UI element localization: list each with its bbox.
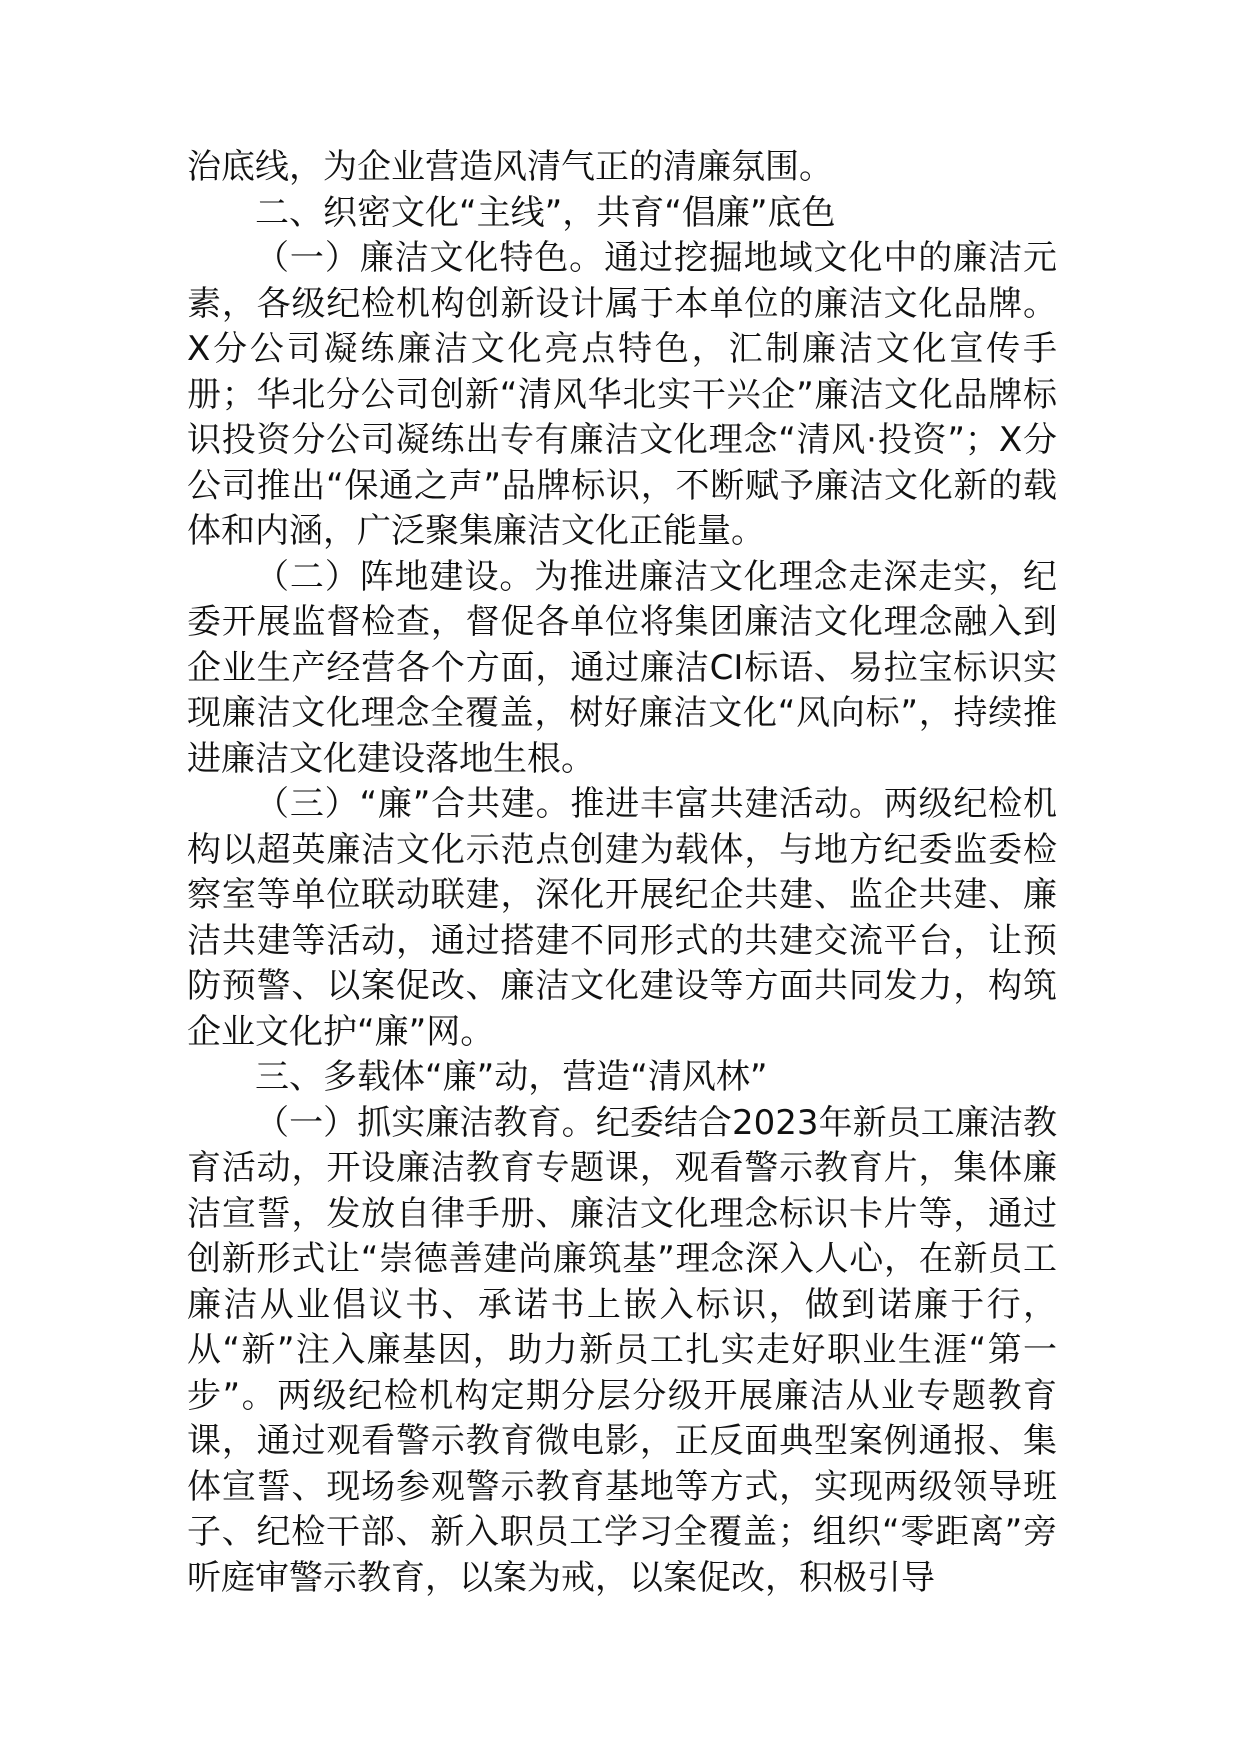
section-heading-3: 三、多载体“廉”动，营造“清风林” <box>255 1057 768 1097</box>
section-heading-2: 二、织密文化“主线”，共育“倡廉”底色 <box>255 192 836 233</box>
paragraph-integrity-education: （一）抓实廉洁教育。纪委结合2023年新员工廉洁教育活动，开设廉洁教育专题课，观看警示教育片，集体廉洁宣誓，发放自律手册、廉洁文化理念标识卡片等，通过创新形式让“崇德善建尚廉筑基”理念深入人心，在新员工廉洁从业倡议书、承诺书上嵌入标识，做到诺廉于行，从“新”注入廉基因，助力新员工扎实走好职业生涯“第一步”。两级纪检机构定期分层分级开展廉洁从业专题教育课，通过观看警示教育微电影，正反面典型案例通报、集体宣誓、现场参观警示教育基地等方式，实现两级领导班子、纪检干部、新入职员工学习全覆盖；组织“零距离”旁听庭审警示教育，以案为戒，以案促改，积极引导 <box>187 1102 1057 1598</box>
paragraph-culture-features: （一）廉洁文化特色。通过挖掘地域文化中的廉洁元素，各级纪检机构创新设计属于本单位的廉洁文化品牌。X分公司凝练廉洁文化亮点特色，汇制廉洁文化宣传手册；华北分公司创新“清风华北实干兴企”廉洁文化品牌标识投资分公司凝练出专有廉洁文化理念“清风·投资”；X分公司推出“保通之声”品牌标识，不断赋予廉洁文化新的载体和内涵，广泛聚集廉洁文化正能量。 <box>187 238 1057 551</box>
paragraph-joint-building: （三）“廉”合共建。推进丰富共建活动。两级纪检机构以超英廉洁文化示范点创建为载体，与地方纪委监委检察室等单位联动联建，深化开展纪企共建、监企共建、廉洁共建等活动，通过搭建不同形式的共建交流平台，让预防预警、以案促改、廉洁文化建设等方面共同发力，构筑企业文化护“廉”网。 <box>187 784 1057 1052</box>
paragraph-continuation: 治底线，为企业营造风清气正的清廉氛围。 <box>187 147 833 187</box>
paragraph-position-building: （二）阵地建设。为推进廉洁文化理念走深走实，纪委开展监督检查，督促各单位将集团廉洁文化理念融入到企业生产经营各个方面，通过廉洁CI标语、易拉宝标识实现廉洁文化理念全覆盖，树好廉洁文化“风向标”，持续推进廉洁文化建设落地生根。 <box>187 556 1057 779</box>
document-body <box>187 145 1057 1601</box>
